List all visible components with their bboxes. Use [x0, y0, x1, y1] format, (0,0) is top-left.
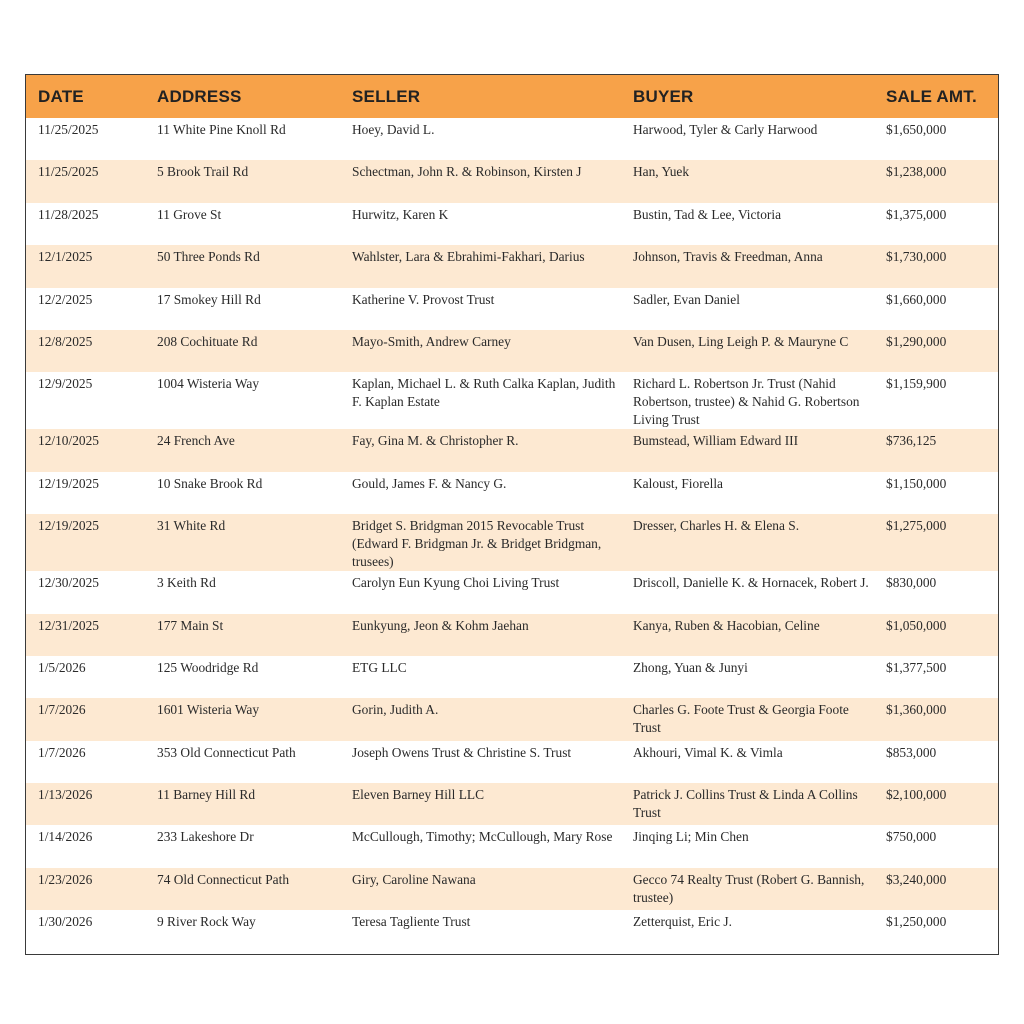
sale-amount-cell: $3,240,000	[886, 871, 947, 887]
date-cell: 11/25/2025	[38, 164, 99, 180]
buyer-cell: Jinqing Li; Min Chen	[633, 829, 749, 845]
date-cell: 1/30/2026	[38, 914, 93, 930]
table-row	[26, 571, 998, 613]
date-cell: 12/1/2025	[38, 249, 93, 265]
sale-amount-cell: $1,159,900	[886, 376, 947, 392]
buyer-cell: Gecco 74 Realty Trust (Robert G. Bannish, trustee)	[633, 871, 865, 905]
date-cell: 1/7/2026	[38, 702, 86, 718]
buyer-cell: Kanya, Ruben & Hacobian, Celine	[633, 617, 820, 633]
table-row	[26, 741, 998, 783]
table-row	[26, 245, 998, 287]
column-header-buyer: BUYER	[633, 86, 694, 106]
buyer-cell: Driscoll, Danielle K. & Hornacek, Robert J.	[633, 575, 869, 591]
date-cell: 12/8/2025	[38, 333, 93, 349]
seller-cell: Eleven Barney Hill LLC	[352, 787, 485, 803]
seller-cell: Gorin, Judith A.	[352, 702, 439, 718]
sale-amount-cell: $1,650,000	[886, 122, 947, 137]
address-cell: 5 Brook Trail Rd	[157, 164, 249, 180]
sale-amount-cell: $1,050,000	[886, 617, 947, 633]
buyer-cell: Akhouri, Vimal K. & Vimla	[633, 744, 783, 760]
date-cell: 11/28/2025	[38, 206, 99, 222]
sale-amount-cell: $1,275,000	[886, 518, 947, 534]
seller-cell: Bridget S. Bridgman 2015 Revocable Trust (Edward F. Bridgman Jr. & Bridget Bridgman, trusees)	[352, 518, 602, 570]
seller-cell: Katherine V. Provost Trust	[352, 291, 495, 307]
date-cell: 1/13/2026	[38, 787, 93, 803]
date-cell: 12/10/2025	[38, 433, 100, 449]
date-cell: 12/31/2025	[38, 617, 100, 633]
buyer-cell: Zhong, Yuan & Junyi	[633, 659, 748, 675]
table-row	[26, 868, 998, 910]
buyer-cell: Van Dusen, Ling Leigh P. & Mauryne C	[633, 333, 849, 349]
table-header-row	[26, 75, 998, 118]
address-cell: 17 Smokey Hill Rd	[157, 291, 261, 307]
property-sales-table	[26, 75, 998, 953]
table-row	[26, 160, 998, 202]
seller-cell: Gould, James F. & Nancy G.	[352, 475, 507, 491]
buyer-cell: Patrick J. Collins Trust & Linda A Collins Trust	[633, 787, 858, 821]
address-cell: 11 White Pine Knoll Rd	[157, 122, 286, 137]
column-header-sale-amount: SALE AMT.	[886, 86, 977, 106]
seller-cell: Teresa Tagliente Trust	[352, 914, 471, 930]
table-row	[26, 698, 998, 740]
table-row	[26, 372, 998, 429]
date-cell: 12/30/2025	[38, 575, 100, 591]
seller-cell: Fay, Gina M. & Christopher R.	[352, 433, 519, 449]
address-cell: 11 Barney Hill Rd	[157, 787, 256, 803]
address-cell: 1004 Wisteria Way	[157, 376, 260, 392]
column-header-seller: SELLER	[352, 86, 421, 106]
sale-amount-cell: $750,000	[886, 829, 937, 845]
column-header-address: ADDRESS	[157, 86, 242, 106]
table-row	[26, 514, 998, 571]
seller-cell: Joseph Owens Trust & Christine S. Trust	[352, 744, 572, 760]
address-cell: 3 Keith Rd	[157, 575, 216, 591]
table-row	[26, 783, 998, 825]
address-cell: 74 Old Connecticut Path	[157, 871, 290, 887]
address-cell: 24 French Ave	[157, 433, 235, 449]
seller-cell: Carolyn Eun Kyung Choi Living Trust	[352, 575, 560, 591]
table-row	[26, 203, 998, 245]
sale-amount-cell: $853,000	[886, 744, 937, 760]
date-cell: 1/7/2026	[38, 744, 86, 760]
seller-cell: Giry, Caroline Nawana	[352, 871, 476, 887]
sale-amount-cell: $1,730,000	[886, 249, 947, 265]
buyer-cell: Zetterquist, Eric J.	[633, 914, 732, 930]
sale-amount-cell: $1,375,000	[886, 206, 947, 222]
seller-cell: Hoey, David L.	[352, 122, 435, 137]
table-body	[26, 118, 998, 953]
seller-cell: McCullough, Timothy; McCullough, Mary Rose	[352, 829, 613, 845]
date-cell: 12/9/2025	[38, 376, 93, 392]
table-row	[26, 330, 998, 372]
buyer-cell: Harwood, Tyler & Carly Harwood	[633, 122, 818, 137]
date-cell: 12/2/2025	[38, 291, 93, 307]
address-cell: 31 White Rd	[157, 518, 226, 534]
table-row	[26, 614, 998, 656]
address-cell: 11 Grove St	[157, 206, 222, 222]
buyer-cell: Bustin, Tad & Lee, Victoria	[633, 206, 782, 222]
sale-amount-cell: $1,290,000	[886, 333, 947, 349]
table-row	[26, 118, 998, 160]
column-header-date: DATE	[38, 86, 84, 106]
seller-cell: Hurwitz, Karen K	[352, 206, 449, 222]
buyer-cell: Johnson, Travis & Freedman, Anna	[633, 249, 823, 265]
address-cell: 9 River Rock Way	[157, 914, 256, 930]
address-cell: 208 Cochituate Rd	[157, 333, 258, 349]
seller-cell: Kaplan, Michael L. & Ruth Calka Kaplan, Judith F. Kaplan Estate	[352, 376, 616, 410]
sale-amount-cell: $1,660,000	[886, 291, 947, 307]
address-cell: 233 Lakeshore Dr	[157, 829, 254, 845]
date-cell: 1/14/2026	[38, 829, 93, 845]
sale-amount-cell: $1,250,000	[886, 914, 947, 930]
table-row	[26, 429, 998, 471]
address-cell: 1601 Wisteria Way	[157, 702, 260, 718]
date-cell: 1/5/2026	[38, 659, 86, 675]
seller-cell: Mayo-Smith, Andrew Carney	[352, 333, 511, 349]
buyer-cell: Kaloust, Fiorella	[633, 475, 724, 491]
buyer-cell: Han, Yuek	[633, 164, 690, 180]
table-row	[26, 825, 998, 867]
sale-amount-cell: $1,150,000	[886, 475, 947, 491]
buyer-cell: Dresser, Charles H. & Elena S.	[633, 518, 800, 534]
table-row	[26, 656, 998, 698]
sale-amount-cell: $830,000	[886, 575, 937, 591]
date-cell: 1/23/2026	[38, 871, 93, 887]
date-cell: 12/19/2025	[38, 518, 100, 534]
address-cell: 125 Woodridge Rd	[157, 659, 259, 675]
address-cell: 177 Main St	[157, 617, 224, 633]
sale-amount-cell: $1,360,000	[886, 702, 947, 718]
buyer-cell: Richard L. Robertson Jr. Trust (Nahid Robertson, trustee) & Nahid G. Robertson Living Trust	[633, 376, 860, 428]
sale-amount-cell: $1,238,000	[886, 164, 947, 180]
seller-cell: Wahlster, Lara & Ebrahimi-Fakhari, Darius	[352, 249, 585, 265]
sales-table-frame	[25, 74, 999, 955]
sale-amount-cell: $1,377,500	[886, 659, 947, 675]
sale-amount-cell: $2,100,000	[886, 787, 947, 803]
table-row	[26, 472, 998, 514]
buyer-cell: Bumstead, William Edward III	[633, 433, 799, 449]
address-cell: 10 Snake Brook Rd	[157, 475, 263, 491]
address-cell: 353 Old Connecticut Path	[157, 744, 296, 760]
table-row	[26, 910, 998, 952]
seller-cell: Eunkyung, Jeon & Kohm Jaehan	[352, 617, 529, 633]
date-cell: 12/19/2025	[38, 475, 100, 491]
buyer-cell: Charles G. Foote Trust & Georgia Foote Trust	[633, 702, 849, 736]
sale-amount-cell: $736,125	[886, 433, 937, 449]
address-cell: 50 Three Ponds Rd	[157, 249, 260, 265]
date-cell: 11/25/2025	[38, 122, 99, 137]
seller-cell: ETG LLC	[352, 659, 407, 675]
buyer-cell: Sadler, Evan Daniel	[633, 291, 740, 307]
seller-cell: Schectman, John R. & Robinson, Kirsten J	[352, 164, 582, 180]
table-row	[26, 288, 998, 330]
